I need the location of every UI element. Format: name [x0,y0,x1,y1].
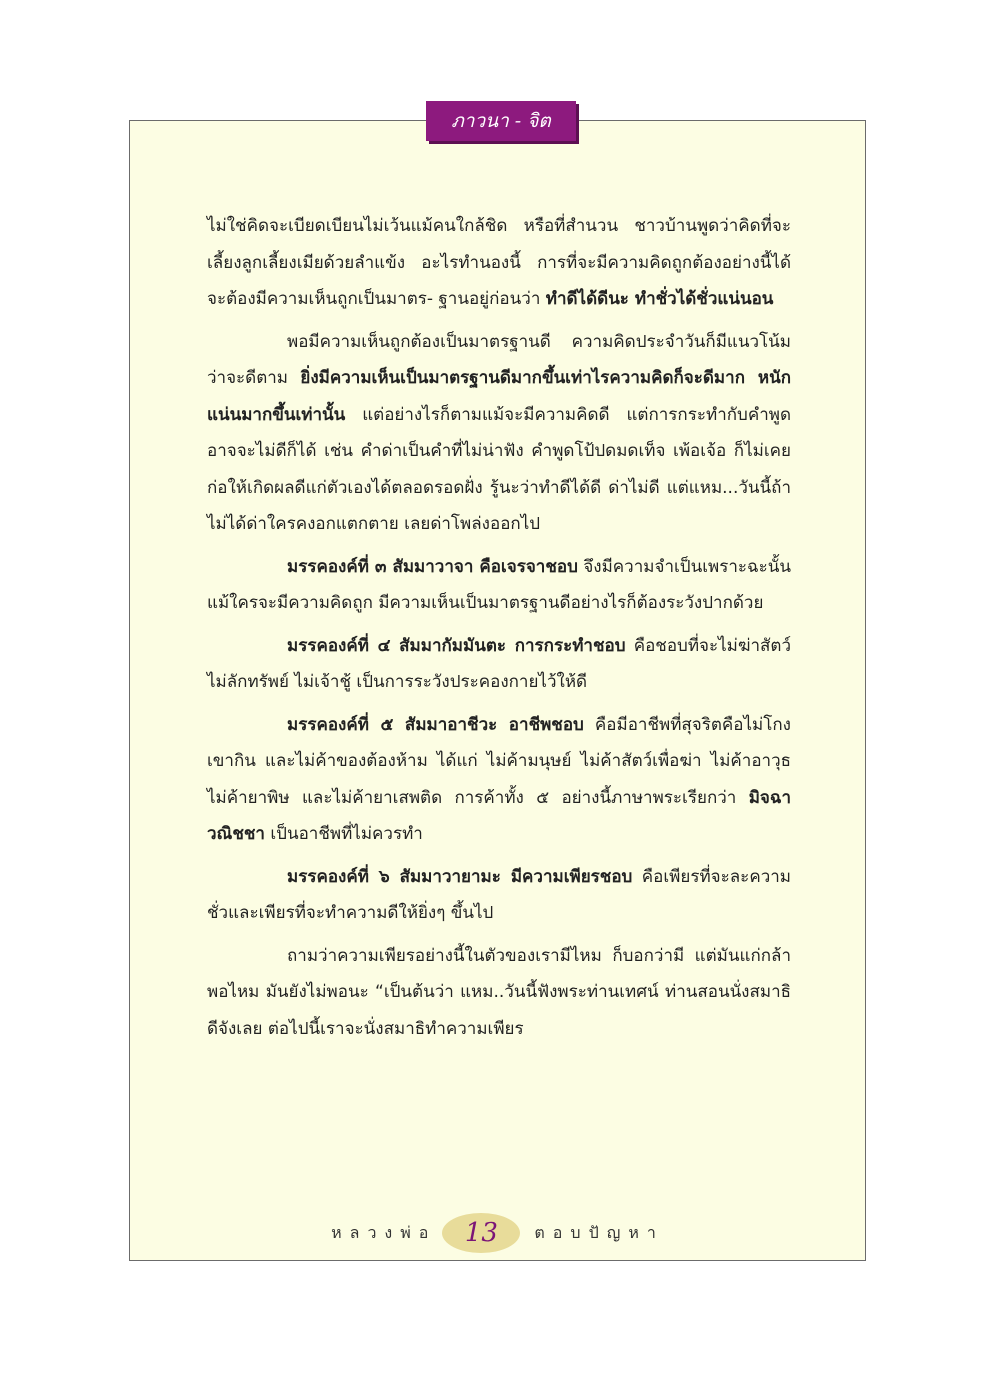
paragraph-6 [207,859,791,932]
paragraph-3-text: จึงมีความจำเป็นเพราะฉะนั้นแม้ใครจะมีความคิดถูก มีความเห็นเป็นมาตรฐานดีอย่างไรก็ต้องระวังปากด้วย [207,556,791,613]
paragraph-5-text-b: เป็นอาชีพที่ไม่ควรทำ [270,824,423,844]
paragraph-4-text: คือชอบที่จะไม่ฆ่าสัตว์ ไม่ลักทรัพย์ ไม่เจ้าชู้ เป็นการระวังประคองกายไว้ให้ดี [207,635,792,692]
paragraph-7 [207,938,791,1048]
paragraph-1 [207,208,791,318]
body-text [207,208,791,1053]
page-number: 13 [442,1213,520,1253]
paragraph-2-text-a: พอมีความเห็นถูกต้องเป็นมาตรฐานดี ความคิดประจำวันก็มีแนวโน้มว่าจะดีตาม [207,331,791,388]
paragraph-3-bold: มรรคองค์ที่ ๓ สัมมาวาจา คือเจรจาชอบ [287,556,578,577]
footer-left-text: หลวงพ่อ [331,1222,437,1242]
paragraph-2-bold: ยิ่งมีความเห็นเป็นมาตรฐานดีมากขึ้นเท่าไรความคิดก็จะดีมาก หนักแน่นมากขึ้นเท่านั้น [207,368,791,425]
paragraph-1-text: ไม่ใช่คิดจะเบียดเบียนไม่เว้นแม้คนใกล้ชิด หรือที่สำนวน ชาวบ้านพูดว่าคิดที่จะเลี้ยงลูกเลี้ยงเมียด้วยลำแข้ง อะไรทำนองนี้ การที่จะมีความคิดถูกต้องอย่างนี้ได้ จะต้องมีความเห็นถูกเป็นมาตร- ฐานอยู่ก่อนว่า [207,216,791,309]
paragraph-3 [207,549,791,622]
paragraph-4 [207,628,791,701]
paragraph-6-bold: มรรคองค์ที่ ๖ สัมมาวายามะ มีความเพียรชอบ [287,866,633,887]
paragraph-7-text: ถามว่าความเพียรอย่างนี้ในตัวของเรามีไหม ก็บอกว่ามี แต่มันแก่กล้าพอไหม มันยังไม่พอนะ “เป็นต้นว่า แหม..วันนี้ฟังพระท่านเทศน์ ท่านสอนนั่งสมาธิดีจังเลย ต่อไปนี้เราจะนั่งสมาธิทำความเพียร [207,945,791,1039]
paragraph-2 [207,324,791,543]
paragraph-6-text: คือเพียรที่จะละความชั่วและเพียรที่จะทำความดีให้ยิ่งๆ ขึ้นไป [207,866,791,923]
paragraph-4-bold: มรรคองค์ที่ ๔ สัมมากัมมันตะ การกระทำชอบ [287,635,626,656]
paragraph-5 [207,707,791,853]
paragraph-2-text-b: แต่อย่างไรก็ตามแม้จะมีความคิดดี แต่การกระทำกับคำพูดอาจจะไม่ดีก็ได้ เช่น คำด่าเป็นคำที่ไม่น่าฟัง คำพูดโป้ปดมดเท็จ เพ้อเจ้อ ก็ไม่เคยก่อให้เกิดผลดีแก่ตัวเองได้ตลอดรอดฝั่ง รู้นะว่าทำดีได้ดี ด่าไม่ดี แต่แหม...วันนี้ถ้าไม่ได้ด่าใครคงอกแตกตาย เลยด่าโพล่งออกไป [207,404,791,534]
footer-right-text: ตอบปัญหา [534,1222,664,1242]
section-tab: ภาวนา - จิต [426,101,576,141]
page-footer [129,1212,866,1254]
paragraph-5-bold: มรรคองค์ที่ ๕ สัมมาอาชีวะ อาชีพชอบ [287,714,584,735]
paragraph-5-text-a: คือมีอาชีพที่สุจริตคือไม่โกงเขากิน และไม่ค้าของต้องห้าม ได้แก่ ไม่ค้ามนุษย์ ไม่ค้าสัตว์เพื่อฆ่า ไม่ค้าอาวุธ ไม่ค้ายาพิษ และไม่ค้ายาเสพติด การค้าทั้ง ๕ อย่างนี้ภาษาพระเรียกว่า [207,714,791,808]
paragraph-1-bold: ทำดีได้ดีนะ ทำชั่วได้ชั่วแน่นอน [545,289,774,309]
paragraph-5-bold-2: มิจฉาวณิชชา [207,787,791,844]
